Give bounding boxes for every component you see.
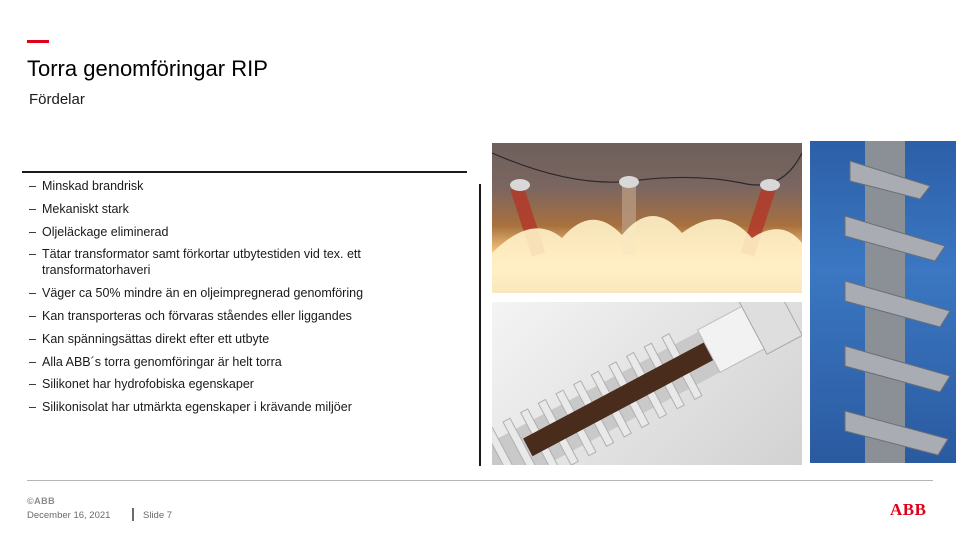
bullet-dash: – [29, 308, 36, 323]
footer-date: December 16, 2021 [27, 510, 111, 521]
bushing-cutaway-illustration [492, 302, 802, 465]
bullet-dash: – [29, 331, 36, 346]
divider-top [22, 171, 467, 173]
footer-separator [132, 508, 134, 521]
list-item: – Silikonisolat har utmärkta egenskaper i krävande miljöer [29, 400, 352, 415]
list-item: – Tätar transformator samt förkortar utbytestiden vid tex. ett transformatorhaveri [29, 247, 361, 278]
bushing-cutaway-photo [492, 302, 802, 465]
bullet-list [29, 178, 459, 422]
accent-bar [27, 40, 49, 43]
footer-small-logo: ©ABB [27, 496, 56, 506]
list-item: – Kan spänningsättas direkt efter ett utbyte [29, 331, 270, 346]
footer-divider [27, 480, 933, 481]
silicone-insulator-photo [810, 141, 956, 463]
list-item: – Minskad brandrisk [29, 179, 144, 193]
bullet-dash: – [29, 201, 36, 216]
bullet-dash: – [29, 224, 36, 239]
bullet-dash: – [29, 179, 36, 193]
fire-test-photo [492, 143, 802, 293]
list-item: – Alla ABB´s torra genomföringar är helt torra [29, 354, 282, 369]
silicone-insulator-illustration [810, 141, 956, 463]
bullet-dash: – [29, 354, 36, 369]
footer-slide-number: Slide 7 [143, 510, 173, 521]
list-item: – Oljeläckage eliminerad [29, 224, 169, 239]
fire-test-illustration [492, 143, 802, 293]
bullet-dash: – [29, 286, 36, 301]
page-title: Torra genomföringar RIP [27, 56, 268, 81]
list-item: – Kan transporteras och förvaras ståendes eller liggandes [29, 308, 352, 323]
bullet-dash: – [29, 400, 36, 415]
page-subtitle: Fördelar [29, 91, 85, 108]
list-item: – Silikonet har hydrofobiska egenskaper [29, 377, 254, 392]
bullet-dash: – [29, 247, 36, 262]
bullet-dash: – [29, 377, 36, 392]
list-item: – Mekaniskt stark [29, 201, 129, 216]
divider-vertical [479, 184, 481, 466]
abb-logo: ABB [890, 500, 927, 519]
list-item: – Väger ca 50% mindre än en oljeimpregnerad genomföring [29, 286, 364, 301]
